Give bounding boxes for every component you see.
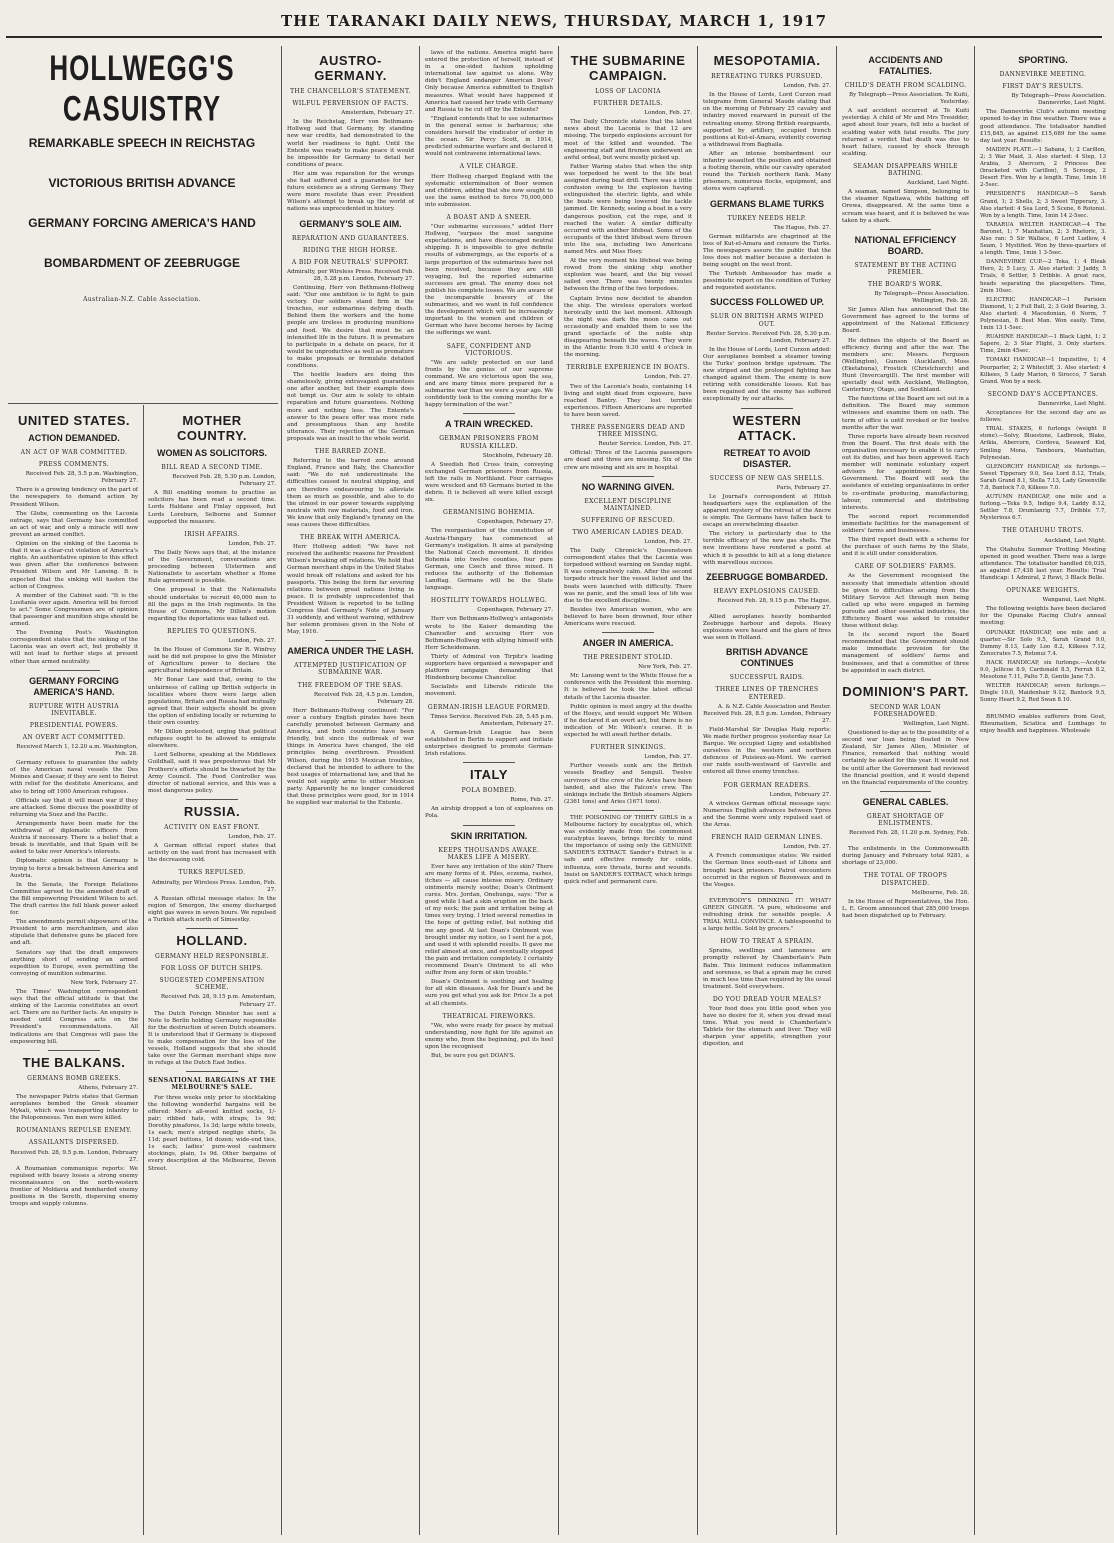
dateline: Admiralty, per Wireless Press. Received Feb. 28, 5.28 p.m. London, February 27. [287, 268, 414, 282]
masthead-title: THE TARANAKI DAILY NEWS, THURSDAY, MARCH 1, 1917 [280, 12, 828, 30]
article-subhead: WOMEN AS SOLICITORS. [156, 448, 267, 458]
article-paragraph: Germany refuses to guarantee the safety of the American naval vessels the Des Moines and Caesar, if they are sent to Beirut with relief for the destitute Americans, and also to bring off 1000 American refugees. [10, 760, 138, 795]
article-paragraph: Acceptances for the second day are as follows: [980, 410, 1106, 424]
article-paragraph: The Daily Chronicle states that the latest news about the Laconia is that 12 are missing. The torpedo explosions account for most of the killed and wounded. The engineering staff and firemen underwent an awful ordeal, but were mostly picked up. [564, 119, 692, 161]
article-headline: BRITISH ADVANCE CONTINUES [725, 647, 808, 669]
article-subhead: TERRIBLE EXPERIENCE IN BOATS. [566, 364, 690, 372]
article-paragraph: Diplomatic opinion is that Germany is trying to force a break between America and Austria. [10, 858, 138, 879]
dateline: London, Feb. 27. [783, 83, 831, 90]
article-subhead: SLUR ON BRITISH ARMS WIPED OUT. [710, 313, 824, 328]
article-subhead: THE FREEDOM OF THE SEAS. [297, 681, 404, 689]
article-paragraph: "England contends that to use submarines in the general sense is barbarous; she considers herself the vindicator of order in the ocean. Sir Percy Scott, in 1914, predicted submarine warfare and declared it would not contravene international laws. [425, 115, 553, 158]
article-paragraph: Public opinion is most angry at the deaths of the Hoeys, and would support Mr. Wilson if he declared it an overt act, but there is no indication of Mr. Wilson's course. It is expected he will await further details. [564, 703, 692, 739]
column-rule [836, 46, 837, 1535]
article-subhead: CHILD'S DEATH FROM SCALDING. [844, 82, 967, 89]
banner-deck: BOMBARDMENT OF ZEEBRUGGE [44, 256, 240, 270]
article-paragraph: Officials say that it will mean war if they are attacked. Some discuss the possibility of returning via Suez and the Pacific. [10, 797, 138, 818]
dateline: Auckland, Last Night. [1044, 537, 1106, 544]
article-paragraph: Senators say that the draft empowers anything short of sending an armed expedition to Europe, even permitting the convoying of munition submarine. [10, 949, 138, 977]
article-paragraph: Sir James Allen has announced that the Government has agreed to the terms of appointment of the National Efficiency Board. [842, 307, 969, 335]
wire-credit: Australian-N.Z. Cable Association. [83, 296, 201, 303]
dateline: London, Feb. 27. [228, 834, 276, 841]
column-submarine-campaign [564, 50, 692, 1535]
banner-deck: GERMANY FORCING AMERICA'S HAND [28, 216, 256, 230]
article-subhead: GERMANY HELD RESPONSIBLE. [155, 953, 269, 961]
advertisement-text: Sprains, swellings and lameness are promptly relieved by Chamberlain's Pain Balm. This liniment reduces inflammation and soreness, so that a sprain may be cured in much less time than required by the usual treatment. Sold everywhere. [703, 948, 831, 990]
article-paragraph: The reorganisation of the constitution of Austria-Hungary has commenced at Germany's instigation. It aims at paralysing the National Czech movement. It divides Bohemia into twelve counties, four pure German, one Czech and three mixed. It reduces the authority of the Bohemian Landtag. Germans will be the State language. [425, 528, 553, 592]
article-headline: ITALY [470, 767, 508, 783]
article-headline: UNITED STATES. [18, 413, 130, 428]
article-paragraph: A Bill enabling women to practise as solicitors has been read a second time. Lords Haldane and Finlay opposed, but Lords Loreburn, Selborne and Sumner supported the measure. [148, 490, 276, 525]
article-paragraph: "Our submarine successes," added Herr Hollweg, "surpass the most sanguine expectations, and have discouraged neutral shipping. It is impossible to give definite results of submergings, as the reports of a large proportion of the submarines have not been received, because they are still voyaging, but the reported submarine successes are great. The enemy does not publish his complete losses. We are aware of the incomparable bravery of the submarines, and we want in full confidence the development which will be increasingly important to the women and children of German who have become heroes by facing the sufferings we want. [425, 224, 553, 337]
article-subhead: SUCCESS OF NEW GAS SHELLS. [709, 474, 825, 482]
article-paragraph: In the House of Commons Sir R. Winfrey said he did not propose to give the Minister of Agriculture power to declare the agricultural independence of Britain. [148, 647, 276, 675]
article-subhead: POLA BOMBED. [461, 787, 517, 795]
divider [463, 762, 514, 763]
divider [186, 1071, 237, 1072]
article-subhead: IRISH AFFAIRS. [184, 530, 240, 538]
article-subhead: THE PRESIDENT STOLID. [583, 654, 673, 662]
article-headline: THE SUBMARINE CAMPAIGN. [570, 53, 686, 83]
advertisement-text: EVERYBODY'S DRINKING IT! WHAT? GREEN GINGER. "A pure, wholesome and refreshing drink for sensible people. A TRIAL WILL CONVINCE. A tablespoonful to a large bottle. Sold by grocers." [703, 897, 831, 933]
article-paragraph: "We are safely protected on our land fronts by the genius of our supreme command. We are victorious upon the sea, and are many times more prepared for a submarine war than we were a year ago. We confidently look to the coming months for a happy termination of the war." [425, 359, 553, 409]
article-paragraph: The Dutch Foreign Minister has sent a Note to Berlin holding Germany responsible for the destruction of seven Dutch steamers. It is understood that if Germany is disposed to make compensation for the loss of the vessels, Holland suggests that she should take over the German merchant ships now in refuge at the Dutch East Indies. [148, 1010, 276, 1067]
article-paragraph: A sad accident occurred at Te Kuiti yesterday. A child of Mr and Mrs Tresidder, aged about four years, fell into a bucket of scalding water with fatal results. The jury returned a verdict that death was due to heart failure, caused by shock through scalding. [842, 108, 969, 157]
article-subhead: A BID FOR NEUTRALS' SUPPORT. [291, 258, 410, 266]
article-paragraph: There is a growing tendency on the part of the newspapers to demand action by President Wilson. [10, 487, 138, 508]
article-paragraph: Captain Irvine now decided to abandon the ship. The wireless operators worked heroically until the last moment. Although the night was dark the moon came out occasionally and enabled them to see the grand spectacle of the noble ship disappearing beneath the waves. They were in the Atlantic from 9.30 until 4 o'clock in the morning. [564, 295, 692, 359]
article-paragraph: In the House of Lords, Lord Curzon added: Our aeroplanes bombed a steamer towing the Turks' pontoon bridge upstream. The new striped and the prolonged fighting has changed against them. The enemy is now retiring with considerable losses. Kut has been regained and the enemy has suffered exceptionally by our attacks. [703, 346, 831, 403]
dateline: London, Feb. 27. [644, 538, 692, 545]
race-result: MAIDEN PLATE.—1 Sabana, 1; 2 Carillon, 2; 3 War Maid, 3. Also started: 4 Step, 13 Arabia, 3 Abercorn, 2 Princess Bee (bracketed with Carillon), 5 Scrooge, 2 Desert Fire. Won by a length. Time, 1min 16 2-5sec. [980, 146, 1106, 189]
article-paragraph: The following weights have been declared for the Opunake Racing Club's annual meeting: [980, 606, 1106, 627]
race-weights: WELTER HANDICAP, seven furlongs.—Dingle 10.0, Maidenhair 9.12, Bantock 9.5, Sunny Heart 9.2, Red Swan 8.10. [980, 683, 1106, 704]
dateline: Times Service. Received Feb. 28, 5.45 p.m. Amsterdam, February 27. [430, 713, 553, 727]
article-paragraph: In the House of Representatives, the Hon. L. E. Groom announced that 285,000 troops had been dispatched up to February. [842, 898, 969, 919]
banner-rule [8, 403, 278, 404]
article-paragraph: A Roumanian communique reports: We repulsed with heavy losses a strong enemy reconnaissance on the north-western frontier of Moldavia and bombarded enemy positions in the Sereth, dispersing enemy troops and supply columns. [10, 1165, 138, 1208]
dateline: London, February 27. [769, 791, 831, 798]
article-headline: SUCCESS FOLLOWED UP. [710, 297, 824, 308]
dateline: Admiralty, per Wireless Press. London, Feb. 27. [151, 879, 276, 893]
article-paragraph: Three reports have already been received from the Board. The first deals with the organisation necessary to enable it to carry out its duties, and has been approved. Each member will nominate voluntary expert advisers for appointment by the Government. The Board will seek the assistance of existing organisations in order to co-ordinate producing, manufacturing, labour, commercial and distributing interests. [842, 433, 969, 511]
article-subhead: TURKS REPULSED. [178, 869, 246, 877]
article-subhead: SEAMAN DISAPPEARS WHILE BATHING. [853, 162, 958, 178]
advertisement-headline: SENSATIONAL BARGAINS AT THE MELBOURNE'S SALE. [148, 1077, 276, 1092]
article-subhead: SECOND DAY'S ACCEPTANCES. [987, 390, 1099, 398]
dateline: Reuter Service. Received Feb. 28, 5.30 p.m. London, February 27. [706, 330, 831, 344]
article-headline: A TRAIN WRECKED. [445, 419, 533, 430]
dateline: By Telegraph—Press Association. Wellington, Feb. 28. [874, 290, 969, 305]
article-paragraph: In the House of Lords, Lord Curzon read telegrams from General Maude stating that on the morning of February 25 cavalry and infantry moved rearward in pursuit of the retreating enemy. Strong British rearguards, supported by artillery, occupied trench positions at Kut-el-Amara, evidently covering a withdrawal from Baghaila. [703, 92, 831, 148]
dateline: Received Feb. 28, 11.20 p.m. Sydney, Feb. 28. [849, 829, 969, 844]
divider [463, 413, 514, 414]
article-subhead: FOR LOSS OF DUTCH SHIPS. [160, 965, 264, 973]
article-headline: AMERICA UNDER THE LASH. [287, 646, 414, 657]
advertisement-headline: HOW TO TREAT A SPRAIN. [720, 938, 814, 946]
advertisement-text: BRUMMO enables sufferers from Gout, Rheumatism, Sciatica and Lumbago to enjoy health and happiness. Wholesale [980, 713, 1106, 734]
column-rule [143, 405, 144, 1535]
article-paragraph: Further vessels sunk are the British vessels Bradley and Sengull. Twelve survivors of the crew of the Aries have been landed, and also the Falcon's crew. The sinkings include the British steamers Algiers (2361 tons) and Aries (1671 tons). [564, 763, 692, 805]
article-paragraph: Le Journal's correspondent at Hitish headquarters says the explanation of the apparent mystery of the retreat of the Ancre is simple. The Germans have fallen back to escape an overwhelming disaster. [703, 493, 831, 529]
dateline: Stockholm, February 28. [482, 452, 553, 459]
article-subhead: FRENCH RAID GERMAN LINES. [711, 834, 823, 842]
divider [741, 408, 792, 409]
article-headline: GERMANS BLAME TURKS [710, 198, 824, 209]
article-subhead: GERMANY'S SOLE AIM. [299, 218, 402, 229]
article-subhead: GERMANS BOMB GREEKS. [27, 1074, 121, 1082]
dateline: New York, February 27. [70, 979, 138, 986]
article-paragraph: Field-Marshal Sir Douglas Haig reports: We made further progress yesterday near Le Barque. We occupied Ligny and established ourselves in the western and northern defences of Puisieux-au-Mont. We carried our raids south-westward of Gavrelle and entered all three enemy trenches. [703, 726, 831, 776]
race-weights: HACK HANDICAP, six furlongs.—Acolyte 9.0, Jellicoe 8.9, Cardonald 8.5, Ferrah 8.2, Mesotone 7.11, Palto 7.8, Gentle Jane 7.5. [980, 659, 1106, 681]
article-subhead: SAFE, CONFIDENT AND VICTORIOUS. [446, 342, 532, 357]
dateline: Wellington, Last Night. [903, 720, 969, 727]
article-subhead: FURTHER DETAILS. [593, 100, 663, 108]
article-subhead: SUGGESTED COMPENSATION SCHEME. [159, 977, 265, 992]
article-paragraph: The functions of the Board are set out in a definition. The Board may summon witnesses and examine them on oath. The term of office is until revoked or for twelve months after the war. [842, 396, 969, 431]
article-paragraph: He defines the objects of the Board as efficiency during and after the war. The members are: Messrs. Ferguson (Wellington), Gunson (Auckland), Moss (Eketahuna), Frostick (Christchurch) and Hunt (Invercargill). The first member will specially deal with Auckland, Wellington, Canterbury, Otago, and Southland. [842, 337, 969, 394]
article-subhead: DANNEVIRKE MEETING. [999, 71, 1087, 78]
article-subhead: OPUNAKE WEIGHTS. [1006, 587, 1080, 595]
dateline: Received Feb. 28, 5.5 p.m. Washington, February 27. [25, 471, 138, 485]
article-paragraph: Official: Three of the Laconia passengers are dead and three are missing. Six of the crew are missing and six are in hospital. [564, 450, 692, 471]
dateline: Athens, February 27. [78, 1084, 138, 1091]
article-paragraph: Two of the Laconia's boats, containing 14 living and eight dead from exposure, have reached Bantry. They lost terrible experiences. Fifteen Americans are reported to have been saved. [564, 383, 692, 418]
race-result: RUAHINE HANDICAP.—1 Black Light, 1; 2 Sapere, 2; 3 Star Flight, 3. Only starters. Time, 2min 45sec. [980, 334, 1106, 355]
dateline: London, Feb. 27. [228, 540, 276, 547]
divider [463, 825, 514, 826]
article-paragraph: Mr Bonar Law said that, owing to the unfairness of calling up British subjects in localities where there were large alien populations, Britain and Russia had mutually agreed that their subjects should be given the option of enlisting locally or returning to their own country. [148, 677, 276, 726]
article-subhead: GERMANISING BOHEMIA. [442, 509, 536, 517]
article-paragraph: A German official report states that activity on the east front has increased with the decreasing cold. [148, 843, 276, 864]
article-paragraph: German militarists are chagrined at the loss of Kut-el-Amara and censure the Turks. The newspapers assure the public that the loss does not matter because a decision is being sought on the west front. [703, 233, 831, 269]
article-headline: AUSTRO-GERMANY. [314, 53, 387, 83]
article-paragraph: A German-Irish League has been established in Berlin to support and initiate enterprises designed to promote German-Irish relations. [425, 729, 553, 758]
article-headline: DOMINION'S PART. [842, 683, 969, 699]
article-subhead: PRESIDENTIAL POWERS. [29, 721, 119, 729]
article-subhead: RIDING THE HIGH HORSE. [303, 246, 398, 254]
article-paragraph: At the very moment his lifeboat was being rowed from the sinking ship another explosion was heard, and the big vessel sailed over. There was twenty minutes between the firing of the two torpedoes. [564, 258, 692, 293]
article-subhead: A VILE CHARGE. [459, 163, 519, 171]
column-rule [558, 46, 559, 1535]
article-headline: THE BALKANS. [22, 1054, 126, 1070]
dateline: A. & N.Z. Cable Association and Reuter. Received Feb. 28, 8.5 p.m. London, February 27. [703, 703, 831, 724]
article-paragraph: In its second report the Board recommended that the Government should make immediate provision for the management of soldiers' farms and businesses, and that a committee of three be appointed in each district. [842, 632, 969, 674]
dateline: Copenhagen, February 27. [477, 607, 553, 614]
article-subhead: TWO AMERICAN LADIES DEAD. [572, 528, 684, 536]
article-subhead: THE BOARD'S WORK. [867, 280, 944, 288]
article-subhead: REPARATION AND GUARANTEES. [291, 234, 410, 242]
article-headline: ACCIDENTS AND FATALITIES. [868, 55, 943, 76]
article-subhead: THREE PASSENGERS DEAD AND THREE MISSING. [570, 424, 686, 439]
article-paragraph: Opinion on the sinking of the Laconia is that it was a clear-cut violation of America's rights. An authoritative opinion to this effect was given after the conference between President Wilson and Mr Lansing. It is expected that the sinking will hasten the action of Congress. [10, 541, 138, 590]
article-subhead: HEAVY EXPLOSIONS CAUSED. [713, 587, 821, 595]
article-paragraph: Herr Hollweg added: "We have not received the authentic reasons for President Wilson's breaking off relations. We hold that German merchant ships in the United States would break off relations and asked for his passports. This being the form far severing relations between great nations living in peace. It is probably unprecedented that President Wilson is reported to be telling Congress that Germany's Note of January 31 suddenly, and without warning, withdrew her solemn promises given in the Note of May, 1916. [287, 544, 414, 636]
article-paragraph: The hostile leaders are doing this shamelessly, giving extravagant guarantees one after another, but their example does not tempt us. Our aim is solely to obtain reparation and future guarantees. Nothing more and nothing less. The Entente's answer to the peace offer was more rude and presumptuous than any hostile utterance. Their rejection of the German proposals was an insult to the whole world. [287, 372, 414, 442]
divider [880, 679, 931, 680]
article-subhead: PRESS COMMENTS. [38, 461, 110, 469]
race-acceptance: GLENORCHY HANDICAP, six furlongs.—Sweet Tipperary 9.0, Sea Lord 8.12, Trials, Sarah Grand 8.1, Stella 7.13, Lady Greenville 7.8, Bantock 7.0, Kilkees 7.0. [980, 463, 1106, 491]
article-subhead: THEATRICAL FIREWORKS. [442, 1012, 536, 1020]
article-paragraph: A wireless German official message says: Numerous English advances between Ypres and the Somme were only repulsed east of the Arras. [703, 800, 831, 829]
advertisement-headline: DO YOU DREAD YOUR MEALS? [712, 995, 822, 1003]
column-mesopotamia [703, 50, 831, 1535]
column-rule [419, 46, 420, 1535]
article-subhead: AN ACT OF WAR COMMITTED. [20, 449, 128, 456]
article-headline: RUSSIA. [183, 803, 241, 819]
article-subhead: ACTIVITY ON EAST FRONT. [164, 823, 260, 831]
article-paragraph: A French communique states: We raided the German lines south-east of Lihons and brought back prisoners. Patrol encounters occurred in the region of Bezonvaux and in the Vosges. [703, 853, 831, 888]
article-subhead: SECOND WAR LOAN FORESHADOWED. [869, 703, 942, 718]
dateline: By Telegraph—Press Association. Dannevirke, Last Night. [1011, 93, 1106, 107]
dateline: Reuter Service. London, Feb. 27. [598, 441, 692, 448]
article-subhead: FURTHER SINKINGS. [590, 744, 666, 752]
article-subhead: WILFUL PERVERSION OF FACTS. [292, 100, 409, 108]
article-paragraph: The Turkish Ambassador has made a pessimistic report on the condition of Turkey and requested assistance. [703, 271, 831, 292]
column-united-states [10, 410, 138, 1535]
article-subhead: FOR GERMAN READERS. [723, 781, 811, 789]
column-mother-country [148, 410, 276, 1535]
article-subhead: EXCELLENT DISCIPLINE MAINTAINED. [584, 497, 672, 512]
dateline: London, Feb. 27. [644, 374, 692, 381]
article-subhead: GERMAN-IRISH LEAGUE FORMED. [427, 703, 551, 711]
advertisement-text: THE POISONING OF THIRTY GIRLS in a Melbourne factory by eucalyptus oil, which was evidently made from the commonest eucalyptus leaves, brings forcibly to mind the importance of using only the GENUINE SANDER'S EXTRACT. Sander's Extract is a safe and effective remedy for colds, influenza, sore throats, burns and wounds. Insist on SANDER'S EXTRACT, which brings quick relief and permanent cure. [564, 814, 692, 885]
article-paragraph: The Daily Chronicle's Queenstown correspondent states that the Laconia was torpedoed without warning on Sunday night. It was comparatively calm. After the second torpedo struck her the vessel listed and the boats were launched with difficulty. There was no panic, and the small loss of life was due to the excellent discipline. [564, 548, 692, 604]
article-subhead: ATTEMPTED JUSTIFICATION OF SUBMARINE WAR. [294, 662, 407, 677]
dateline: Paris, February 27. [776, 484, 831, 491]
article-subhead: THE BREAK WITH AMERICA. [299, 534, 401, 542]
column-rule [974, 46, 975, 1535]
article-paragraph: As the Government recognised the necessity that immediate attention should be given to difficulties arising from the Military Service Act through men being called up who were engaged in farming pursuits and other essential industries, the Efficiency Board was asked to consider these without delay. [842, 573, 969, 630]
article-paragraph: In the Reichstag, Herr von Bethmann-Hollweg said that Germany, by standing new war credits, had demonstrated to the world her readiness to fight. Until the Entente was ready to make peace it would be impossible for Germany to detail her conditions of peace. [287, 119, 414, 168]
article-paragraph: Mr. Lansing went to the White House for a conference with the President this morning. It is believed he took the latest official details of the Laconia disaster. [564, 673, 692, 701]
article-subhead: ROUMANIANS REPULSE ENEMY. [16, 1127, 132, 1135]
article-subhead: BILL READ A SECOND TIME. [161, 464, 263, 471]
dateline: Melbourne, Feb. 28. [911, 889, 969, 896]
article-subhead: LOSS OF LACONIA [595, 88, 661, 95]
column-austro-germany-cont [425, 50, 553, 1535]
dateline: London, Feb. 27. [644, 110, 692, 117]
divider [1018, 709, 1068, 710]
article-subhead: GERMAN PRISONERS FROM RUSSIA KILLED. [439, 435, 539, 450]
article-paragraph: A Swedish Red Cross train, conveying exchanged German prisoners from Russia, left the rails in Northland. Four carriages were wrecked and 65 Germans buried in the debris. It is believed all were killed except six. [425, 461, 553, 504]
article-subhead: RETREATING TURKS PURSUED. [711, 73, 823, 80]
divider [48, 1050, 99, 1051]
divider [880, 791, 931, 792]
article-paragraph: Herr von Bethmann-Hollweg's antagonists wrote to the Kaiser demanding the Chancellor and accusing Herr von Bethmann-Hollweg with allying himself with Herr Scheidemann. [425, 616, 553, 651]
article-headline: MOTHER COUNTRY. [177, 413, 247, 443]
article-paragraph: After an intense bombardment our infantry assaulted the position and obtained a footing therein, while our cavalry operated round the Turkish northern flank. Many prisoners, numerous flocks, equipment, and stores were captured. [703, 150, 831, 193]
article-paragraph: The third report dealt with a scheme for the purchase of such farms by the State, and it is still under consideration. [842, 537, 969, 558]
banner-deck: VICTORIOUS BRITISH ADVANCE [48, 176, 236, 190]
dateline: Copenhagen, February 27. [477, 519, 553, 526]
article-headline: ANGER IN AMERICA. [582, 638, 674, 649]
article-subhead: THE BARRED ZONE. [314, 448, 387, 456]
article-paragraph: laws of the nations. America might have entered the protection of herself, instead of in a one-sided fashion upholding international law against us alone. Why didn't England endanger American lives? Only because America submitted to English measures. What would have happened if America had caused her trade with Germany and Russia to be cut off by the Entente? [425, 50, 553, 113]
divider [48, 670, 99, 671]
divider [325, 640, 376, 641]
article-paragraph: The Dannevirke Club's autumn meeting opened to-day in fine weather. There was a good attendance. The totalisator handled £15,845, as against £15,689 for the same day last year. Results: [980, 109, 1106, 144]
masthead [6, 6, 1102, 38]
advertisement-subhead: KEEPS THOUSANDS AWAKE. MAKES LIFE A MISERY. [438, 846, 540, 861]
divider [602, 476, 653, 477]
dateline: Received Feb. 28, 5.30 p.m. London, February 27. [172, 474, 276, 488]
article-paragraph: Lord Selborne, speaking at the Middlesex Guildhall, said it was preposterous that Mr Prothero's efforts should be thwarted by the Army Council. The Food Controller was director of national service, and this was a most dangerous policy. [148, 752, 276, 794]
article-paragraph: The Evening Post's Washington correspondent states that the sinking of the Laconia was an overt act, but probably it will not lead to further steps at present other than armed neutrality. [10, 630, 138, 665]
article-paragraph: "We, who were ready for peace by mutual understanding, now fight for life against an enemy who, from the beginning, put its heel upon the recognised [425, 1022, 553, 1050]
article-headline: NO WARNING GIVEN. [581, 481, 675, 492]
column-rule [281, 46, 282, 1535]
article-subhead: SUCCESSFUL RAIDS. [729, 674, 805, 682]
race-result: TOMAKI HANDICAP.—1 Inquisitive, 1; 4 Pourparler, 2; 2 Whitecliff, 3. Also started: 4 Kilkees, 5 Lady Marion, 6 Sirocco, 7 Sarah Grand. Won by a neck. [980, 357, 1106, 385]
article-paragraph: The newspaper Patris states that German aeroplanes bombed the Greek steamer Mykali, which was transporting infantry to the Peloponnesus. Ten men were killed. [10, 1093, 138, 1122]
article-headline: ZEEBRUGGE BOMBARDED. [706, 571, 828, 582]
advertisement-text: But, be sure you get DOAN'S. [431, 1053, 516, 1060]
article-subhead: REPLIES TO QUESTIONS. [167, 627, 257, 635]
article-subhead: THE TOTAL OF TROOPS DISPATCHED. [863, 872, 948, 887]
article-paragraph: The Otahuhu Summer Trotting Meeting opened in good weather. There was a large attendance. The totalisator handled £6,035, as against £7,438 last year. Results: Trial Handicap: 1 Admiral, 2 Rewi, 3 Black Belle. [980, 546, 1106, 581]
article-paragraph: A Russian official message states: In the region of Smorgon, the enemy discharged eight gas waves in seven hours. We repulsed a Turkish attack north of Simsestky. [148, 895, 276, 923]
article-subhead: RETREAT TO AVOID DISASTER. [723, 447, 811, 469]
banner-headline: HOLLWEGG'S CASUISTRY [49, 50, 235, 129]
dateline: Auckland, Last Night. [907, 180, 969, 187]
article-paragraph: The enlistments in the Commonwealth during January and February total 9281, a shortage of 23,000. [842, 846, 969, 867]
article-subhead: TURKEY NEEDS HELP. [727, 214, 807, 222]
dateline: The Hague, Feb. 27. [773, 224, 831, 231]
article-paragraph: Father Waring states that when the ship was torpedoed he went to the life boat assigned during boat drill. There was a little confusion owing to the explosion having extinguished the electric lights, and while the boats were being lowered the tackle jammed. Dr. Kennedy, seeing a boat in a very dangerous position, cut the rope, and it reached the water. A similar difficulty occurred with another lifeboat. Some of the occupants of the third lifeboat were thrown into the sea, including two Americans named Mrs. and Miss Hoey. [564, 163, 692, 255]
article-paragraph: Mr Dillon protested, urging that political refugees ought to be allowed to emigrate elsewhere. [148, 729, 276, 750]
advertisement-text: Your food does you little good when you have no desire for it, when you dread meal time. What you need is Chamberlain's Tablets for the stomach and liver. They will sharpen your appetite, strengthen your digestion, and [703, 1006, 831, 1048]
article-subhead: RUPTURE WITH AUSTRIA INEVITABLE. [29, 702, 119, 717]
dateline: Wanganui, Last Night. [1042, 597, 1106, 604]
article-subhead: A BOAST AND A SNEER. [446, 213, 532, 221]
article-paragraph: Socialists and Liberals ridicule the movement. [425, 684, 553, 698]
article-subhead: THE OTAHUHU TROTS. [1002, 527, 1084, 535]
dateline: Received March 1, 12.20 a.m. Washington, Feb. 28. [16, 744, 138, 758]
divider [602, 810, 653, 811]
article-subhead: FIRST DAY'S RESULTS. [1002, 83, 1084, 91]
advertisement-text: Doan's Ointment is soothing and healing for all skin diseases. Ask for Doan's and be sure you get what you ask for. Price 3s a pot at all chemists. [425, 979, 553, 1007]
article-headline: WESTERN ATTACK. [732, 412, 802, 443]
article-paragraph: In the Senate, the Foreign Relations Committee agreed to the amended draft of the Bill empowering President Wilson to act. The draft carries the full blank power asked for. [10, 881, 138, 917]
dateline: London, Feb. 27. [644, 754, 692, 761]
divider [186, 799, 237, 800]
article-paragraph: An airship dropped a ton of explosives on Pola. [425, 806, 553, 820]
dateline: London, Feb. 27. [228, 637, 276, 644]
dateline: Rome, Feb. 27. [510, 797, 553, 804]
advertisement-headline: SKIN IRRITATION. [450, 830, 528, 841]
article-subhead: AN OVERT ACT COMMITTED. [22, 733, 126, 741]
article-headline: HOLLAND. [176, 933, 248, 949]
article-paragraph: Herr Bethmann-Hollweg continued: "For over a century English pirates have been carefully promoted between Germany and America, and both countries have been friendly, but since the outbreak of war things in America have changed, the old principles being overthrown. President Wilson, during the 1915 Mexican troubles, declared that he intended to adhere to the best usages of international law, and that he would not supply arms to either Mexican party. Apparently he no longer considered that these principles were good, for in 1914 he supplied war material to the Entente. [287, 707, 414, 807]
article-paragraph: The second report recommended immediate facilities for the management of soldiers' farms and businesses. [842, 513, 969, 534]
article-subhead: THREE LINES OF TRENCHES ENTERED. [715, 686, 819, 701]
advertisement-text: For three weeks only prior to stocktaking the following wonderful bargains will be offered: Men's all-wool knitted socks, 1/- pair; ribbed hats, with straps, 1s 9d; Dorothy pinafores, 1s 3d; large white towels, 1s each; men's striped neglige shirts, 3s 11d; pearl buttons, 1d dozen; wide-end ties, 1s each; ladies' pure-wool cashmere stockings, plain, 1s 9d. Other bargains of every description at the Melbourne, Devon Street. [148, 1094, 276, 1172]
article-headline: MESOPOTAMIA. [713, 53, 821, 68]
race-result: PRESIDENT'S HANDICAP.—5 Sarah Grand, 1; 2 Shells, 2; 3 Sweet Tipperary, 3. Also started: 4 Sea Lord, 5 Scene, 6 Rotonui. Won by a length. Time, 1min 14 2-5sec. [980, 191, 1106, 219]
article-paragraph: Continuing, Herr von Bethmann-Hollweg said: "Our one ambition is to fight to gain victory. Our soldiers stand firm in the trenches, our submarines defying death. Behind them the workers and the home people are tireless in producing munitions and food. We desire that must be an intensified life in the future. It is premature to participate in a debate on peace, for it would be unproductive as well as premature to make proposals or formulate detailed conditions. [287, 284, 414, 369]
race-result: DANNEVIRKE CUP.—2 Teka, 1; 4 Bleak Hero, 2; 5 Lucy, 3. Also started: 3 Jaddy, 5 Trials, 6 Settler, 5 Dribble. A great race, heads separating the placegetters. Time, 2min 10sec. [980, 259, 1106, 294]
banner-deck: REMARKABLE SPEECH IN REICHSTAG [28, 136, 256, 150]
article-headline: NATIONAL EFFICIENCY BOARD. [854, 234, 957, 256]
article-subhead: THE CHANCELLOR'S STATEMENT. [290, 88, 411, 95]
article-paragraph: Herr Hollweg charged England with the systematic extermination of Boer women and children, adding that she now sought to use the same method to force 70,000,000 into submission. [425, 173, 553, 208]
dateline: Received Feb. 28, 9.15 p.m. Amsterdam, February 27. [160, 994, 276, 1008]
article-paragraph: The Daily News says that, at the instance of the Government, conversations are proceeding between Ulstermen and Nationalists to ascertain whether a Home Rule agreement is possible. [148, 549, 276, 585]
article-subhead: CARE OF SOLDIERS' FARMS. [854, 563, 957, 571]
advertisement-text: Ever have any irritation of the skin? There are many forms of it. Piles, eczema, rashes, itches — all cause intense misery. Ordinary ointments merely soothe; Doan's Ointment cures. Mrs. Jordan, Onehunga, says: "For a good while I had a skin eruption on the back of my neck; the pain and irritation being at times very trying. I tried several remedies in the hope of getting relief, but nothing did me any good. At last Doan's Ointment was brought under my notice, so I sent for a pot, and used it with splendid results. It gave me relief almost at once, and eventually stopped the pain and irritation completely. I certainly recommend Doan's Ointment to all who suffer from any form of skin trouble." [425, 863, 553, 977]
article-paragraph: Allied aeroplanes heavily bombarded Zeebrugge harbour and depots. Heavy explosions were heard and the glare of fires was seen in Holland. [703, 613, 831, 642]
article-paragraph: The amendments permit shipowners of the President to arm merchantmen, and also stipulate that defensive guns be placed fore and aft. [10, 919, 138, 947]
race-weights: OPUNAKE HANDICAP, one mile and a quarter.—Sir Solo 9.5, Sarah Grand 9.0, Dummy 8.13, Lady Loo 8.2, Kilkees 7.12, Zenocrates 7.5, Rotonui 7.4. [980, 629, 1106, 657]
article-paragraph: The Globe, commenting on the Laconia outrage, says that Germany has committed an act of war, and only a miracle will now prevent an armed conflict. [10, 510, 138, 538]
article-paragraph: Besides two American women, who are believed to have been drowned, four other Americans were rescued. [564, 606, 692, 627]
race-result: TARARUA WELTER HANDICAP.—4 The Baronet, 1; 7 Manhattan, 2; 3 Rhetoric, 3. Also ran: 5 Sir Wallace, 6 Lord Ludlow, 4 Seam, 1 Mystified. Won by three-quarters of a length. Time, 1min 1 3-5sec. [980, 221, 1106, 257]
article-subhead: SUFFERING OF RESCUED. [581, 516, 675, 524]
divider [880, 229, 931, 230]
article-paragraph: Referring to the barred zone around England, France and Italy, the Chancellor said: "We do not underestimate the difficulties caused to neutral shipping, and are therefore endeavouring to alleviate them as much as possible, and also to do the utmost in our power towards supplying neutrals with raw materials, food and iron. We know that only England's tyranny on the seas causes these difficulties. [287, 458, 414, 528]
column-austro-germany [287, 50, 414, 1535]
divider [741, 893, 792, 894]
article-headline: SPORTING. [1018, 55, 1068, 65]
article-paragraph: Her aim was reparation for the wrongs she had suffered and a guarantee for her future existence as a strong Germany. They were more resolute than ever. President Wilson's attempt to break up the world of nations was unprecedented in history. [287, 170, 414, 213]
column-accidents [842, 50, 969, 1535]
dateline: By Telegraph—Press Association. Te Kuiti, Yesterday. [848, 92, 969, 106]
article-subhead: STATEMENT BY THE ACTING PREMIER. [854, 261, 957, 276]
article-headline: GERMANY FORCING AMERICA'S HAND. [29, 675, 119, 697]
column-rule [697, 46, 698, 1535]
dateline: Received Feb. 28, 9.5 p.m. London, February 27. [10, 1149, 138, 1163]
article-paragraph: The victory is particularly due to the terrible efficacy of the new gas shells. The new inventions have rendered a point at which it is possible to kill at a long distance with marvellous success. [703, 531, 831, 566]
article-paragraph: Arrangements have been made for the withdrawal of diplomatic officers from Austria if necessary. There is a belief that a break is inevitable, and that Spain will be asked to take over America's interests. [10, 820, 138, 856]
dateline: Received Feb. 28, 4.5 p.m. London, February 28. [313, 691, 414, 705]
column-sporting [980, 50, 1106, 1535]
race-acceptance: AUTUMN HANDICAP, one mile and a furlong.—Teka 9.5, Indigo 9.4, Laddy 8.12, Settler 7.8, Drumlanrig 7.7, Dribble 7.7, Mysterious 6.7. [980, 494, 1106, 522]
dateline: Received Feb. 28, 9.15 p.m. The Hague, February 27. [717, 597, 831, 611]
dateline: Amsterdam, February 27. [341, 110, 414, 117]
race-result: ELECTRIC HANDICAP.—1 Parisien Diamond, 1; 2 Full Ball, 2; 3 Gold Bearing, 3. Also started: 4 Macedonian, 6 Norm, 7 Polynesian, 8 Best Man. Won easily. Time, 1min 13 1-5sec. [980, 296, 1106, 332]
race-acceptance: TRIAL STAKES, 6 furlongs (weight 8 stone).—Solvy, Bluestone, Ladbrook, Blake, Arikia, Abercorn, Cordova, Seaward Kid, Smiling Mona, Tamboura, Manhattan, Polynesian. [980, 426, 1106, 461]
article-paragraph: A seaman, named Simpson, belonging to the steamer Ngatiawa, while bathing off Orewa, disappeared. At the same time a scream was heard, and it is believed he was taken by a shark. [842, 189, 969, 224]
article-subhead: ACTION DEMANDED. [28, 433, 120, 443]
dateline: London, Feb. 27. [783, 844, 831, 851]
article-paragraph: A member of the Cabinet said: "It is the Lusitania over again. America will be forced to act." Some Congressmen are of opinion that passenger and munition ships should be armed. [10, 592, 138, 628]
article-subhead: ASSAILANTS DISPERSED. [28, 1139, 120, 1147]
banner-article [10, 50, 274, 400]
article-headline: GENERAL CABLES. [862, 796, 949, 807]
divider [186, 928, 237, 929]
divider [602, 632, 653, 633]
article-subhead: HOSTILITY TOWARDS HOLLWEG. [430, 597, 548, 605]
dateline: Dannevirke, Last Night. [1037, 400, 1106, 407]
article-paragraph: Questioned to-day as to the possibility of a second war loan being floated in New Zealand, Sir James Allen, Minister of Finance, remarked that nothing would certainly be asked for this year. It would not be until after the Government had reviewed the financial position, and it would depend on the financial requirements of the country. [842, 730, 969, 786]
dateline: New York, Feb. 27. [638, 664, 692, 671]
article-subhead: GREAT SHORTAGE OF ENLISTMENTS. [866, 812, 945, 827]
article-paragraph: Thirty of Admiral von Tirpitz's leading supporters have organised a newspaper and platform campaign demanding that Hindenburg become Chancellor. [425, 653, 553, 682]
article-paragraph: The Times' Washington correspondent says that the official attitude is that the sinking of the Laconia constitutes an overt act. There are no further facts. An enquiry is needed until Congress acts on the President's recommendations. All indications are that Congress will pass the empowering bill. [10, 989, 138, 1045]
article-paragraph: One proposal is that the Nationalists should undertake to recruit 40,000 men to fill the gaps in the Irish regiments. In the House of Commons, Mr Dillon's motion regarding the deportations was talked out. [148, 587, 276, 622]
